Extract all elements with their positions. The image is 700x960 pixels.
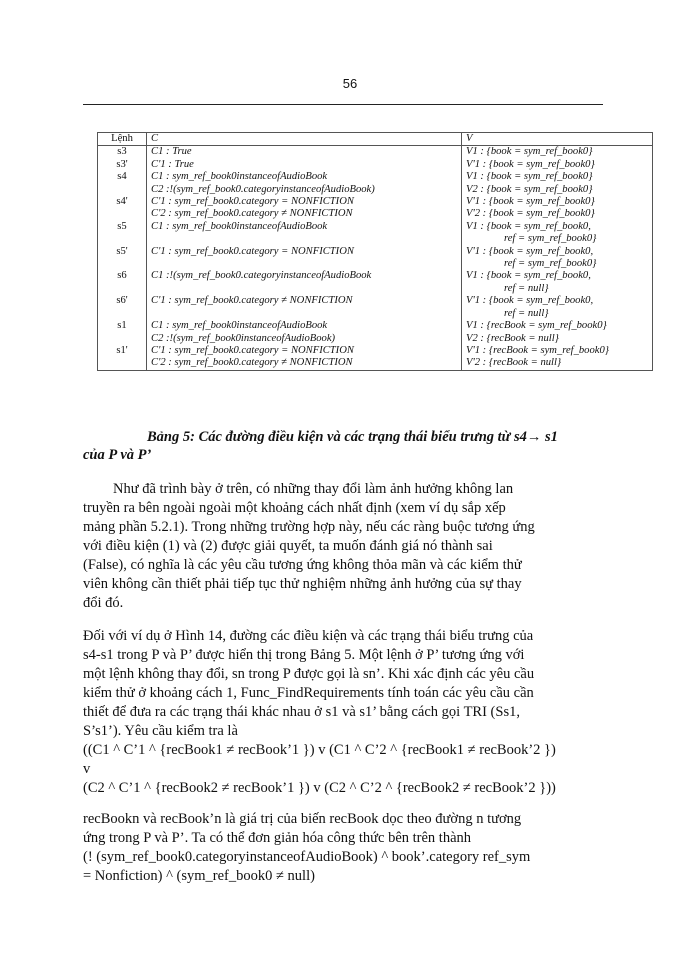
paragraph-1 (83, 480, 603, 613)
cell-line: ref = null} (504, 282, 549, 294)
cell-line: V1 : {book = sym_ref_book0} (466, 146, 593, 158)
table-row (98, 146, 653, 159)
cell-state (462, 159, 653, 171)
cell-command: s5 (98, 221, 147, 246)
cell-state (462, 171, 653, 196)
cell-state (462, 146, 653, 159)
cell-condition (147, 320, 462, 345)
cell-line: V'1 : {recBook = sym_ref_book0} (466, 344, 610, 356)
text-line: v (83, 761, 91, 777)
cell-line: C'1 : sym_ref_book0.category ≠ NONFICTION (151, 295, 353, 307)
cell-line: C'1 : True (151, 158, 194, 170)
table-caption (83, 428, 603, 464)
cell-command: s3 (98, 146, 147, 159)
text-line: ứng trong P và P’. Ta có thể đơn giản hóa công thức bên trên thành (83, 830, 472, 846)
cell-condition (147, 345, 462, 370)
header-rule (83, 104, 603, 105)
cell-line: V1 : {book = sym_ref_book0, (466, 270, 591, 282)
cell-line: ref = sym_ref_book0} (504, 258, 597, 270)
cell-line: V'1 : {book = sym_ref_book0} (466, 158, 595, 170)
text-line: kiểm thử ở khoảng cách 1, Func_FindRequirements tính toán các yêu cầu cần (83, 685, 534, 701)
cell-line: C1 : sym_ref_book0instanceofAudioBook (151, 220, 328, 232)
table-row (98, 270, 653, 295)
header-c: C (147, 133, 462, 146)
cell-line: V'1 : {book = sym_ref_book0, (466, 245, 594, 257)
cell-command: s1' (98, 345, 147, 370)
caption-line-1: Bảng 5: Các đường điều kiện và các trạng thái biểu trưng từ s4→ s1 (147, 429, 558, 445)
cell-condition (147, 196, 462, 221)
table-row (98, 159, 653, 171)
cell-line: C'1 : sym_ref_book0.category = NONFICTION (151, 196, 354, 208)
paragraph-3 (83, 810, 603, 886)
text-line: một lệnh không thay đổi, sn trong P được gọi là sn’. Khi xác định các yêu cầu (83, 666, 535, 682)
text-line: thiết để đưa ra các trạng thái khác nhau ở s1 và s1’ bằng cách gọi TRI (Ss1, (83, 704, 520, 720)
cell-state (462, 295, 653, 320)
cell-line: C1 : sym_ref_book0instanceofAudioBook (151, 171, 328, 183)
cell-line: V1 : {book = sym_ref_book0, (466, 220, 591, 232)
cell-command: s5' (98, 246, 147, 271)
cell-state (462, 221, 653, 246)
table-header-row (98, 133, 653, 146)
text-line: s4-s1 trong P và P’ được hiển thị trong Bảng 5. Một lệnh ở P’ tương ứng với (83, 647, 525, 663)
condition-table (97, 132, 653, 371)
table-row (98, 196, 653, 221)
cell-line: C'2 : sym_ref_book0.category ≠ NONFICTION (151, 208, 353, 220)
cell-state (462, 345, 653, 370)
table-row (98, 171, 653, 196)
cell-command: s4' (98, 196, 147, 221)
cell-line: V'1 : {book = sym_ref_book0, (466, 295, 594, 307)
cell-line: ref = null} (504, 307, 549, 319)
cell-line: C1 : True (151, 146, 192, 158)
text-line: = Nonfiction) ^ (sym_ref_book0 ≠ null) (83, 868, 315, 884)
table-row (98, 295, 653, 320)
cell-condition (147, 221, 462, 246)
cell-condition (147, 146, 462, 159)
header-v: V (462, 133, 653, 146)
text-line: đổi đó. (83, 595, 124, 611)
text-line: viên không cần thiết phải tiếp tục thử nghiệm những ảnh hưởng của sự thay (83, 576, 522, 592)
cell-line: V2 : {recBook = null} (466, 332, 559, 344)
text-line: ((C1 ^ C’1 ^ {recBook1 ≠ recBook’1 }) v (C1 ^ C’2 ^ {recBook1 ≠ recBook’2 }) (83, 742, 556, 758)
cell-line: V'1 : {book = sym_ref_book0} (466, 196, 595, 208)
cell-line: C2 :!(sym_ref_book0instanceofAudioBook) (151, 332, 336, 344)
cell-line: ref = sym_ref_book0} (504, 233, 597, 245)
cell-line: C'2 : sym_ref_book0.category ≠ NONFICTION (151, 357, 353, 369)
cell-line: V'2 : {recBook = null} (466, 357, 562, 369)
cell-condition (147, 159, 462, 171)
text-line: S’s1’). Yêu cầu kiểm tra là (83, 723, 238, 739)
cell-command: s6' (98, 295, 147, 320)
text-line: với điều kiện (1) và (2) được giải quyết, ta muốn đánh giá nó thành sai (83, 538, 493, 554)
cell-line: C1 : sym_ref_book0instanceofAudioBook (151, 320, 328, 332)
text-line: (! (sym_ref_book0.categoryinstanceofAudioBook) ^ book’.category ref_sym (83, 849, 531, 865)
cell-line: C'1 : sym_ref_book0.category = NONFICTION (151, 344, 354, 356)
caption-line-2: của P và P’ (83, 447, 152, 463)
cell-condition (147, 171, 462, 196)
cell-condition (147, 246, 462, 271)
cell-line: V2 : {book = sym_ref_book0} (466, 183, 593, 195)
text-line: Đối với ví dụ ở Hình 14, đường các điều kiện và các trạng thái biểu trưng của (83, 628, 534, 644)
paragraph-2 (83, 627, 603, 798)
cell-state (462, 246, 653, 271)
cell-line: V'2 : {book = sym_ref_book0} (466, 208, 595, 220)
cell-state (462, 196, 653, 221)
cell-state (462, 320, 653, 345)
table-row (98, 320, 653, 345)
cell-state (462, 270, 653, 295)
text-line: mảng phần 5.2.1). Trong những trường hợp này, nếu các ràng buộc tương ứng (83, 519, 535, 535)
table-row (98, 221, 653, 246)
text-line: truyền ra bên ngoài ngoài một khoảng cách nhất định (xem ví dụ sắp xếp (83, 500, 506, 516)
cell-line: C2 :!(sym_ref_book0.categoryinstanceofAudioBook) (151, 183, 375, 195)
cell-command: s6 (98, 270, 147, 295)
text-line: (C2 ^ C’1 ^ {recBook2 ≠ recBook’1 }) v (C2 ^ C’2 ^ {recBook2 ≠ recBook’2 })) (83, 780, 556, 796)
page-number: 56 (342, 76, 358, 91)
table-row (98, 246, 653, 271)
cell-command: s1 (98, 320, 147, 345)
cell-command: s4 (98, 171, 147, 196)
table-row (98, 345, 653, 370)
cell-command: s3' (98, 159, 147, 171)
cell-line: C'1 : sym_ref_book0.category = NONFICTION (151, 245, 354, 257)
cell-line: C1 :!(sym_ref_book0.categoryinstanceofAudioBook (151, 270, 372, 282)
cell-condition (147, 295, 462, 320)
text-line: (False), có nghĩa là các yêu cầu tương ứng không thỏa mãn và các kiểm thử (83, 557, 522, 573)
cell-condition (147, 270, 462, 295)
cell-line: V1 : {book = sym_ref_book0} (466, 171, 593, 183)
header-lenh: Lệnh (98, 133, 147, 146)
cell-line: V1 : {recBook = sym_ref_book0} (466, 320, 607, 332)
text-line: Như đã trình bày ở trên, có những thay đổi làm ảnh hưởng không lan (113, 481, 514, 497)
text-line: recBookn và recBook’n là giá trị của biến recBook dọc theo đường n tương (83, 811, 522, 827)
